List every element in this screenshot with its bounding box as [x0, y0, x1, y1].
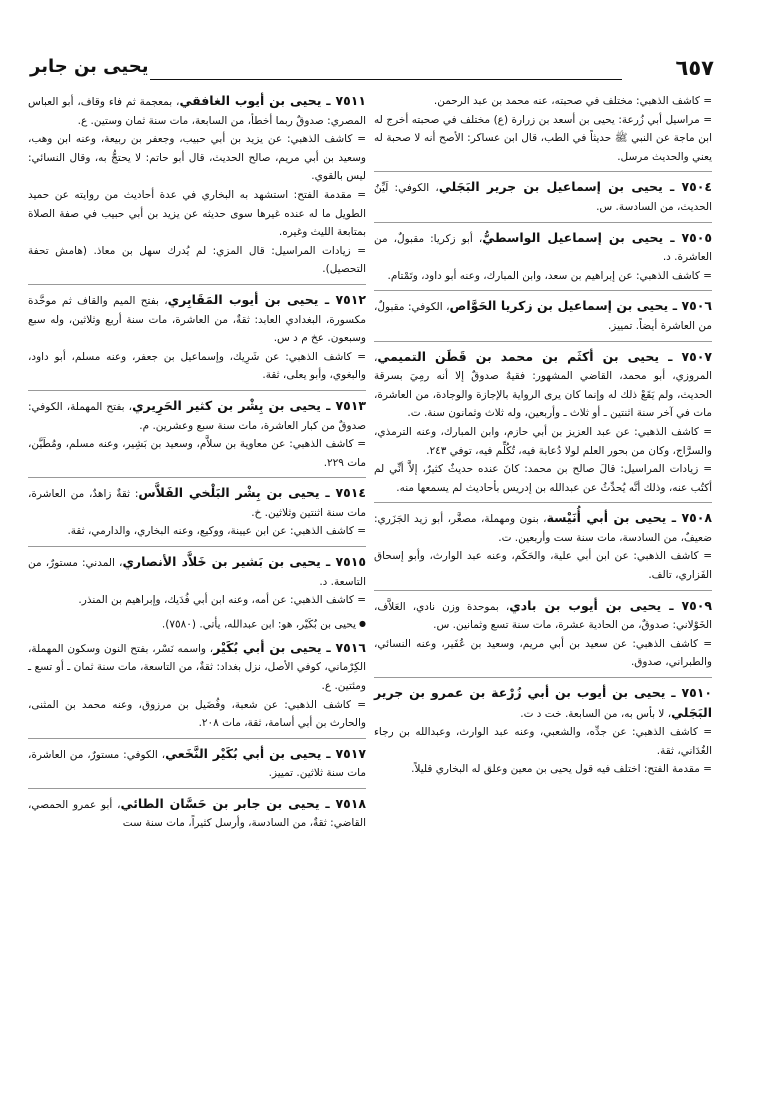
entry-heading: ٧٥٠٨ ـ يحيى بن أبي أُنَيْسة — [546, 510, 712, 526]
entry-body: ، أبو عمرو الحمصي، القاضي: ثقةٌ، من السادسة، وأرسل كثيراً، مات سنة ست — [28, 798, 366, 830]
entry — [28, 615, 366, 634]
entry-heading: ٧٥٠٦ ـ يحيى بن إسماعيل بن زكريا الحَوَّاص — [449, 298, 712, 314]
entry-text — [374, 597, 712, 635]
entry-body: ، الكوفي: لَيِّنُ الحديث، من السادسة. س. — [374, 182, 712, 213]
entry-divider — [374, 171, 712, 172]
entry-text — [28, 291, 366, 348]
source-note: = كاشف الذهبي: مختلف في صحبته، عنه محمد بن عبد الرحمن. — [433, 95, 712, 107]
entry-heading: ٧٥١١ ـ يحيى بن أيوب الغافقي — [179, 93, 367, 108]
entry-body: ، الكوفي: مقبولٌ، من العاشرة أيضاً. تمييز. — [374, 301, 712, 332]
entry — [374, 684, 712, 779]
entry-text — [28, 553, 366, 591]
entry-heading: ٧٥١٧ ـ يحيى بن أبي بُكَيْر النَّخَعي — [165, 745, 366, 761]
entry-heading: ٧٥١٨ ـ يحيى بن جابر بن حَسَّان الطائي — [120, 795, 367, 811]
source-note: = مقدمة الفتح: استشهد به البخاري في عدة أحاديث من روايته عن حميد الطويل ما له عنده غيرها سوى حديثه عن يزيد بن أبي حبيب في صفة الصلاة بمتابعة الليث وغيره. — [28, 188, 366, 239]
entry — [374, 178, 712, 216]
cross-reference-text: يحيى بن بُكَيْر، هو: ابن عبدالله، يأتي. (٧٥٨٠). — [161, 618, 357, 631]
entry — [374, 229, 712, 286]
entry-body: ، بفتح الميم والقاف ثم موحَّدة مكسورة، البغدادي العابد: ثقةٌ، من العاشرة، مات سنة أربع وثلاثين، وله سبع وسبعون. عخ م د س. — [28, 294, 366, 345]
right-column — [374, 92, 712, 784]
entry-divider — [374, 341, 712, 342]
entry-heading: ٧٥١٤ ـ يحيى بن بِشْر البَلْخي الفَلاَّس — [138, 485, 366, 501]
cross-reference-note — [28, 615, 366, 634]
entry-text — [28, 484, 366, 522]
entry-body: : ثقةٌ زاهدٌ، من العاشرة، مات سنة اثنتين وثلاثين. خ. — [28, 488, 366, 519]
entry-divider — [28, 738, 366, 739]
bullet-icon: ● — [359, 618, 366, 628]
entry-heading: ٧٥١٢ ـ يحيى بن أيوب المَقَابِري — [167, 291, 366, 307]
entry-body: ، الكوفي: مستورٌ، من العاشرة، مات سنة ثلاثين. تمييز. — [28, 748, 366, 780]
entry-heading: ٧٥١٦ ـ يحيى بن أبي بُكَيْر — [213, 639, 366, 655]
entry — [374, 92, 712, 166]
entry-heading: ٧٥٠٧ ـ يحيى بن أكثَم بن محمد بن قَطَن التميمي — [377, 348, 712, 364]
entry-text — [28, 639, 366, 696]
entry-body: ، بنون ومهملة، مصغَّر، أبو زيد الجَزَري: ضعيفٌ، من السادسة، مات سنة ست وأربعين. ت. — [374, 513, 712, 544]
entry — [28, 639, 366, 733]
entry — [374, 348, 712, 498]
entry — [28, 553, 366, 610]
entry-heading: ٧٥١٣ ـ يحيى بن بِشْر بن كثير الحَرِيري — [132, 397, 366, 413]
left-column — [28, 92, 366, 838]
entry — [28, 484, 366, 541]
page-number: ٦٥٧ — [675, 56, 714, 80]
entry-text — [28, 92, 366, 130]
entry — [28, 397, 366, 472]
entry-divider — [28, 477, 366, 478]
entry-text — [28, 745, 366, 783]
entry-text — [374, 684, 712, 723]
entry-heading: ٧٥٠٤ ـ يحيى بن إسماعيل بن جرير البَجَلي — [438, 179, 712, 195]
entry — [28, 92, 366, 279]
page-header — [30, 52, 714, 88]
entry-text — [374, 348, 712, 423]
source-note: = كاشف الذهبي: عن سعيد بن أبي مريم، وسعيد بن عُفَير، وعنه النسائي، والطبراني، صدوق. — [374, 637, 712, 669]
entry-divider — [374, 222, 712, 223]
source-note: = مقدمة الفتح: اختلف فيه قول يحيى بن معين وعلق له البخاري قليلاً. — [411, 763, 712, 776]
source-note: = كاشف الذهبي: عن ابن أبي علية، والحَكَم، وعنه عبد الوارث، وأبو إسحاق الفَزاري، تالف. — [374, 550, 712, 582]
entry — [374, 597, 712, 672]
entry-text — [374, 297, 712, 335]
entry-body: ، بمعجمة ثم فاء وقاف، أبو العباس المصري: صدوقٌ ربما أخطأ، من السابعة، مات سنة ثمان وستين. ع. — [28, 96, 366, 127]
entry-heading: ٧٥١٥ ـ يحيى بن بَشير بن خَلاَّد الأنصاري — [122, 554, 366, 570]
entry-text — [374, 229, 712, 267]
entry-text — [28, 397, 366, 435]
entry-heading: ٧٥١٠ ـ يحيى بن أيوب بن أبي زُرْعة بن عمرو بن جرير البَجَلي — [374, 685, 712, 720]
source-note: = زيادات المراسيل: قالَ صالح بن محمد: كانَ عنده حديثٌ كثيرٌ، إلاَّ أنِّي لم أكتُب عنه، وذلك أنَّه يُحدِّثُ عن عبدالله بن إدريس بأحاديث لم يسمعها منه. — [374, 463, 712, 494]
source-note: = كاشف الذهبي: عن عبد العزيز بن أبي حازم، وابن المبارك، وعنه الترمذي، والسرَّاج، وكان من بحور العلم لولا دُعابة فيه، تُكُلِّم فيه، توفي ٢٤٣. — [374, 425, 712, 457]
source-note: = مراسيل أبي زُرعة: يحيى بن أسعد بن زرارة (ع) مختلف في صحبته أخرج له ابن ماجة عن النبي ﷺ حديثاً في الطب، قال ابن عساكر: الأصح أنه لا صحبة له يعني والحديث مرسل. — [374, 113, 712, 163]
entry-text — [374, 509, 712, 547]
entry-divider — [374, 590, 712, 591]
entry — [374, 297, 712, 335]
entry-heading: ٧٥٠٥ ـ يحيى بن إسماعيل الواسطيُّ — [482, 229, 712, 245]
header-rule — [150, 79, 622, 80]
entry-body: ، واسمه نَسْر، بفتح النون وسكون المهملة، الكِرْماني، كوفي الأصل، نزل بغداد: ثقةٌ، من التاسعة، مات سنة ثمان ـ أو تسع ـ ومئتين. ع. — [28, 642, 366, 692]
entry-body: ، بفتح المهملة، الكوفي: صدوقٌ من كبار العاشرة، مات سنة سبع وعشرين. م. — [28, 400, 366, 432]
entry — [28, 745, 366, 783]
source-note: = كاشف الذهبي: عن أمه، وعنه ابن أبي فُدَيك، وإبراهيم بن المنذر. — [78, 594, 366, 607]
entry-body: ، المدني: مستورٌ، من التاسعة. د. — [28, 557, 366, 588]
running-title: يحيى بن جابر — [30, 56, 149, 77]
source-note: = كاشف الذهبي: عن شعبة، وفُضَيل بن مرزوق، وعنه محمد بن المثنى، والحارث بن أبي أسامة، ثقة، مات ٢٠٨. — [28, 698, 366, 730]
entry-body: ، لا بأس به، من السابعة. خت د ت. — [520, 707, 672, 720]
entry-text — [28, 795, 366, 833]
entry — [28, 795, 366, 833]
entry-divider — [28, 390, 366, 391]
entry-divider — [28, 284, 366, 285]
entry-body: ، بموحدة وزن نادي، العَلاَّف، الخَوْلاني: صدوقٌ، من الحادية عشرة، مات سنة تسع وثمانين. س. — [374, 600, 712, 632]
source-note: = زيادات المراسيل: قال المزي: لم يُدرك سهل بن معاذ. (هامش تحفة التحصيل). — [28, 244, 366, 276]
entry — [374, 509, 712, 584]
source-note: = كاشف الذهبي: عن إبراهيم بن سعد، وابن المبارك، وعنه أبو داود، وتَمْتام. — [387, 269, 712, 282]
entry-divider — [374, 677, 712, 678]
source-note: = كاشف الذهبي: عن ابن عيينة، ووكيع، وعنه البخاري، والدارمي، ثقة. — [67, 525, 366, 538]
entry-body: ، أبو زكريا: مقبولٌ، من العاشرة. د. — [374, 232, 712, 264]
entry-divider — [28, 546, 366, 547]
entry-body: ، المروزي، أبو محمد، القاضي المشهور: فقيهٌ صدوقٌ إلا أنه رمِيَ بسرقة الحديث، ولم يَقَعْ ذلك له وإنما كان يرى الرواية بالإجازة والوجادة، من العاشرة، مات في آخر سنة اثنتين ـ أو ثلاث ـ وأربعين، وله ثلاث وثمانون سنة. ت. — [374, 351, 712, 420]
source-note: = كاشف الذهبي: عن يزيد بن أبي حبيب، وجعفر بن ربيعة، وعنه ابن وهب، وسعيد بن أبي مريم، صالح الحديث، قال أبو حاتم: لا يحتجُّ به، وقال النسائي: ليس بالقوي. — [28, 133, 366, 183]
entry-divider — [28, 788, 366, 789]
source-note: = كاشف الذهبي: عن جدِّه، والشعبي، وعنه عبد الوارث، وعبدالله بن رجاء الغُدَاني، ثقة. — [374, 726, 712, 757]
entry — [28, 291, 366, 385]
entry-heading: ٧٥٠٩ ـ يحيى بن أيوب بن بادي — [509, 597, 713, 613]
source-note: = كاشف الذهبي: عن معاوية بن سلاَّم، وسعيد بن بَشِير، وعنه مسلم، ومُطَيَّن، مات ٢٢٩. — [28, 438, 366, 469]
entry-divider — [374, 290, 712, 291]
entry-divider — [374, 502, 712, 503]
source-note: = كاشف الذهبي: عن شَرِيك، وإسماعيل بن جعفر، وعنه مسلم، أبو داود، والبغوي، وأبو يعلى، ثقة. — [28, 350, 366, 382]
entry-text — [374, 178, 712, 216]
